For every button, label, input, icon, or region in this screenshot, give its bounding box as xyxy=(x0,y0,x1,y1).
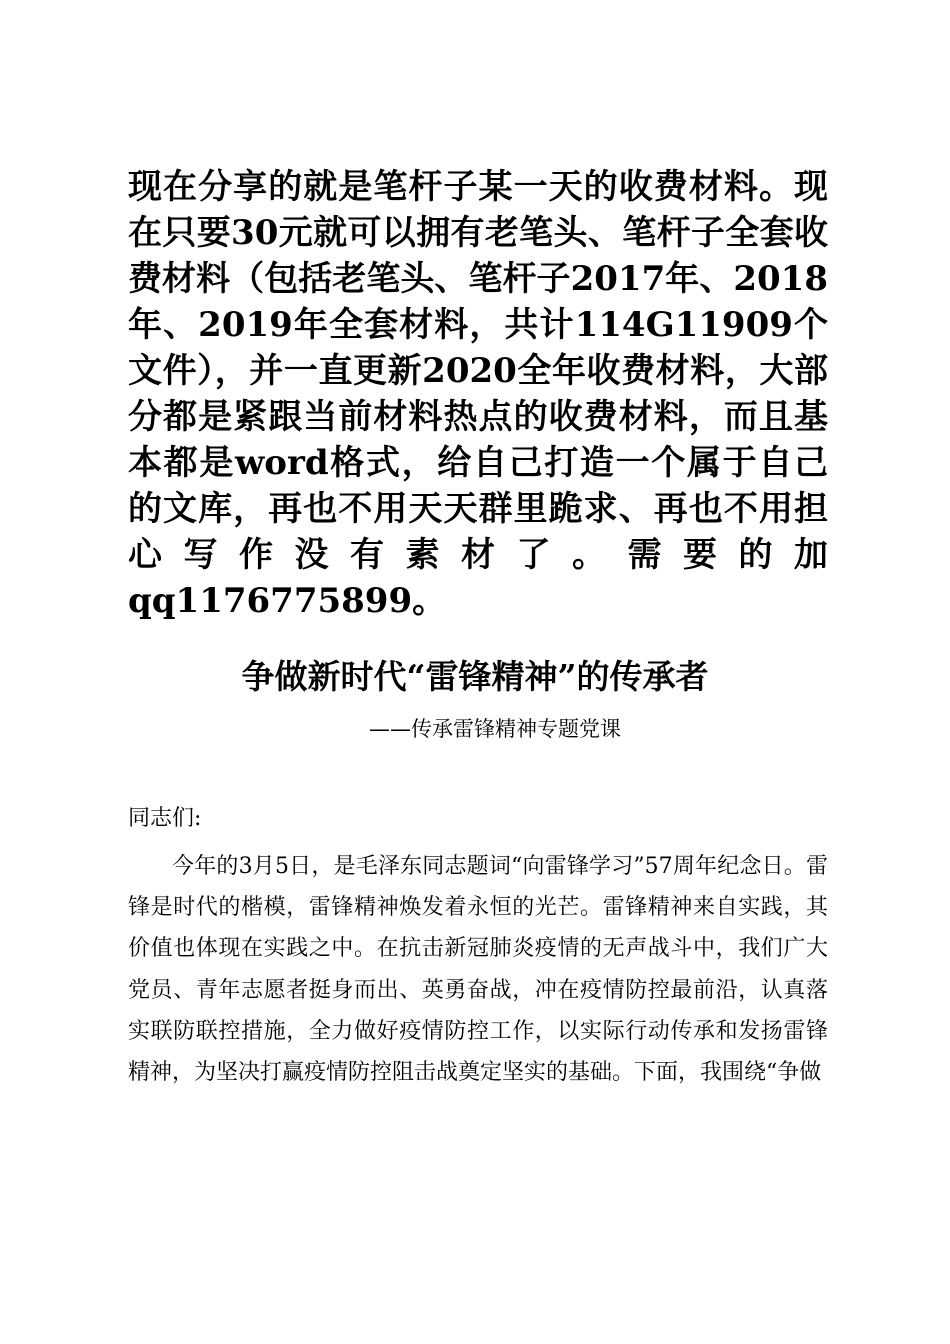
document-subtitle: ——传承雷锋精神专题党课 xyxy=(369,717,621,741)
document-title: 争做新时代“雷锋精神”的传承者 xyxy=(241,657,709,696)
salutation: 同志们: xyxy=(128,806,202,831)
body-paragraph: 今年的3月5日，是毛泽东同志题词“向雷锋学习”57周年纪念日。雷锋是时代的楷模，雷锋精神焕发着永恒的光芒。雷锋精神来自实践，其价值也体现在实践之中。在抗击新冠肺炎疫情的无声战斗中，我们广大党员、青年志愿者挺身而出、英勇奋战，冲在疫情防控最前沿，认真落实联防联控措施，全力做好疫情防控工作，以实际行动传承和发扬雷锋精神，为坚决打赢疫情防控阻击战奠定坚实的基础。下面，我围绕“争做 xyxy=(128,854,828,1086)
promo-paragraph: 现在分享的就是笔杆子某一天的收费材料。现在只要30元就可以拥有老笔头、笔杆子全套收费材料（包括老笔头、笔杆子2017年、2018年、2019年全套材料，共计114G11909个文件），并一直更新2020全年收费材料，大部分都是紧跟当前材料热点的收费材料，而且基本都是word格式，给自己打造一个属于自己的文库，再也不用天天群里跪求、再也不用担心写作没有素材了。需要的加qq1176775899。 xyxy=(128,167,828,621)
